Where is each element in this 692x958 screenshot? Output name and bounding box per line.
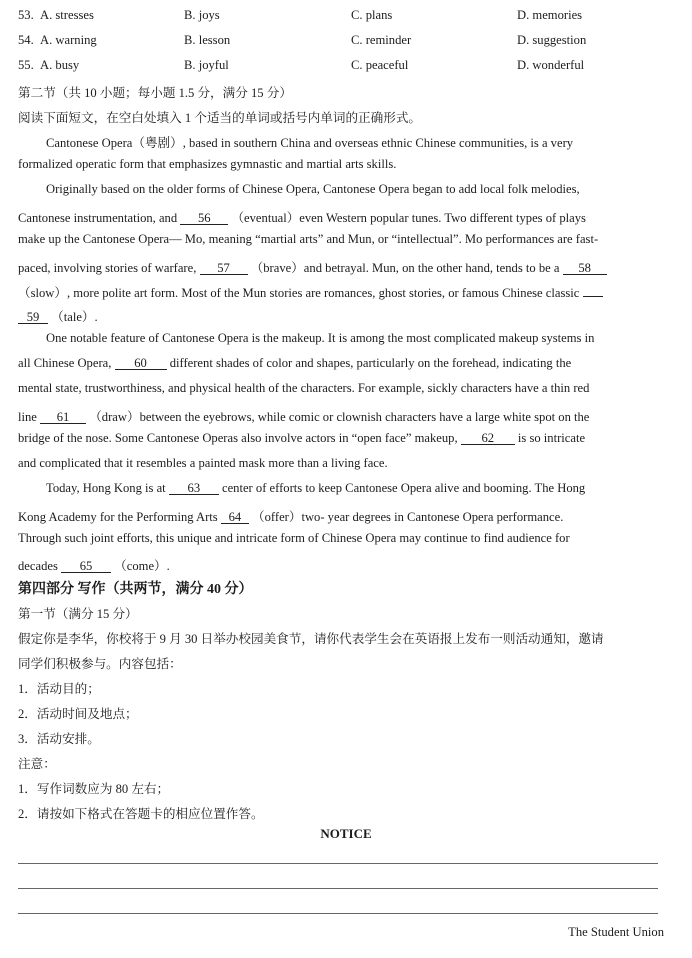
passage-text: all Chinese Opera, xyxy=(18,356,115,370)
option-c: C. peaceful xyxy=(351,58,409,72)
option-b: B. joyful xyxy=(184,58,229,72)
passage-text: （slow）, more polite art form. Most of the Mun stories are romances, ghost stories, or famous Chinese classic xyxy=(18,286,580,300)
blank-59: 59 xyxy=(18,311,48,324)
option-d: D. wonderful xyxy=(517,58,585,72)
passage-text: bridge of the nose. Some Cantonese Operas also involve actors in “open face” makeup, xyxy=(18,431,461,445)
blank-63: 63 xyxy=(169,482,219,495)
passage-line: Through such joint efforts, this unique and intricate form of Chinese Opera may continue to find audience for xyxy=(18,531,570,545)
signature: The Student Union xyxy=(568,925,664,939)
passage-text: paced, involving stories of warfare, xyxy=(18,261,200,275)
passage-line: and complicated that it resembles a painted mask more than a living face. xyxy=(18,456,388,470)
passage-line: Originally based on the older forms of Chinese Opera, Cantonese Opera began to add local folk melodies, xyxy=(46,182,580,196)
writing-line xyxy=(18,863,658,864)
passage-line xyxy=(18,555,170,574)
passage-text: （tale）. xyxy=(51,310,98,324)
blank-60: 60 xyxy=(115,357,167,370)
option-a: A. stresses xyxy=(40,8,94,22)
passage-text: Today, Hong Kong is at xyxy=(46,481,169,495)
passage-line xyxy=(18,306,98,325)
passage-text: （offer）two- year degrees in Cantonese Opera performance. xyxy=(252,510,564,524)
passage-line xyxy=(18,406,589,425)
passage-line xyxy=(18,356,571,371)
passage-text: Cantonese instrumentation, and xyxy=(18,211,181,225)
note-item: 1．写作词数应为 80 左右； xyxy=(18,782,170,796)
passage-text: line xyxy=(18,410,41,424)
question-number: 53. xyxy=(18,8,34,22)
writing-prompt: 同学们积极参与。内容包括： xyxy=(18,657,182,671)
writing-prompt: 假定你是李华，你校将于 9 月 30 日举办校园美食节，请你代表学生会在英语报上发布一则活动通知，邀请 xyxy=(18,632,604,646)
passage-text: different shades of color and shapes, particularly on the forehead, indicating the xyxy=(169,356,572,370)
passage-text: （brave）and betrayal. Mun, on the other hand, tends to be a xyxy=(250,261,563,275)
passage-text: （come）. xyxy=(114,559,170,573)
option-c: C. reminder xyxy=(351,33,412,47)
blank-61: 61 xyxy=(40,411,86,424)
option-b: B. joys xyxy=(184,8,220,22)
passage-line: mental state, trustworthiness, and physical health of the characters. For example, sickly characters have a thin red xyxy=(18,381,590,395)
option-c: C. plans xyxy=(351,8,393,22)
blank-57: 57 xyxy=(200,262,248,275)
blank-65: 65 xyxy=(61,560,111,573)
note-item: 2．请按如下格式在答题卡的相应位置作答。 xyxy=(18,807,264,821)
passage-line: One notable feature of Cantonese Opera is the makeup. It is among the most complicated makeup systems in xyxy=(46,331,595,345)
blank-58: 58 xyxy=(563,262,607,275)
note-label: 注意： xyxy=(18,757,56,771)
section2-instruction: 阅读下面短文，在空白处填入 1 个适当的单词或括号内单词的正确形式。 xyxy=(18,111,421,125)
passage-text: （eventual）even Western popular tunes. Two different types of plays xyxy=(231,211,586,225)
part4-heading: 第四部分 写作（共两节，满分 40 分） xyxy=(18,582,253,597)
passage-line: make up the Cantonese Opera— Mo, meaning “martial arts” and Mun, or “intellectual”. Mo performances are fast- xyxy=(18,232,599,246)
passage-text: center of efforts to keep Cantonese Opera alive and booming. The Hong xyxy=(221,481,586,495)
notice-title: NOTICE xyxy=(320,826,372,841)
passage-text: decades xyxy=(18,559,62,573)
content-item: 2．活动时间及地点； xyxy=(18,707,138,721)
passage-line: formalized operatic form that emphasizes gymnastic and martial arts skills. xyxy=(18,157,397,171)
blank-56: 56 xyxy=(180,212,228,225)
option-d: D. memories xyxy=(517,8,583,22)
section2-title: 第二节（共 10 小题；每小题 1.5 分，满分 15 分） xyxy=(18,86,292,100)
blank-64: 64 xyxy=(221,511,249,524)
blank-62: 62 xyxy=(461,432,515,445)
passage-line xyxy=(18,431,585,446)
passage-text: （draw）between the eyebrows, while comic or clownish characters have a large white spot on the xyxy=(89,410,590,424)
passage-text: is so intricate xyxy=(517,431,586,445)
passage-text: Kong Academy for the Performing Arts xyxy=(18,510,221,524)
passage-line xyxy=(18,207,586,226)
passage-line xyxy=(18,257,607,276)
option-b: B. lesson xyxy=(184,33,231,47)
passage-line: Cantonese Opera（粤剧）, based in southern China and overseas ethnic Chinese communities, is a very xyxy=(46,136,574,150)
content-item: 1．活动目的； xyxy=(18,682,100,696)
question-number: 55. xyxy=(18,58,34,72)
option-a: A. busy xyxy=(40,58,80,72)
passage-line xyxy=(18,506,563,525)
writing-line xyxy=(18,888,658,889)
option-a: A. warning xyxy=(40,33,97,47)
passage-line xyxy=(18,282,603,301)
question-number: 54. xyxy=(18,33,34,47)
passage-line xyxy=(46,481,585,496)
writing-line xyxy=(18,913,658,914)
content-item: 3．活动安排。 xyxy=(18,732,100,746)
blank-59-start xyxy=(583,296,603,297)
part4-subheading: 第一节（满分 15 分） xyxy=(18,607,138,621)
option-d: D. suggestion xyxy=(517,33,587,47)
